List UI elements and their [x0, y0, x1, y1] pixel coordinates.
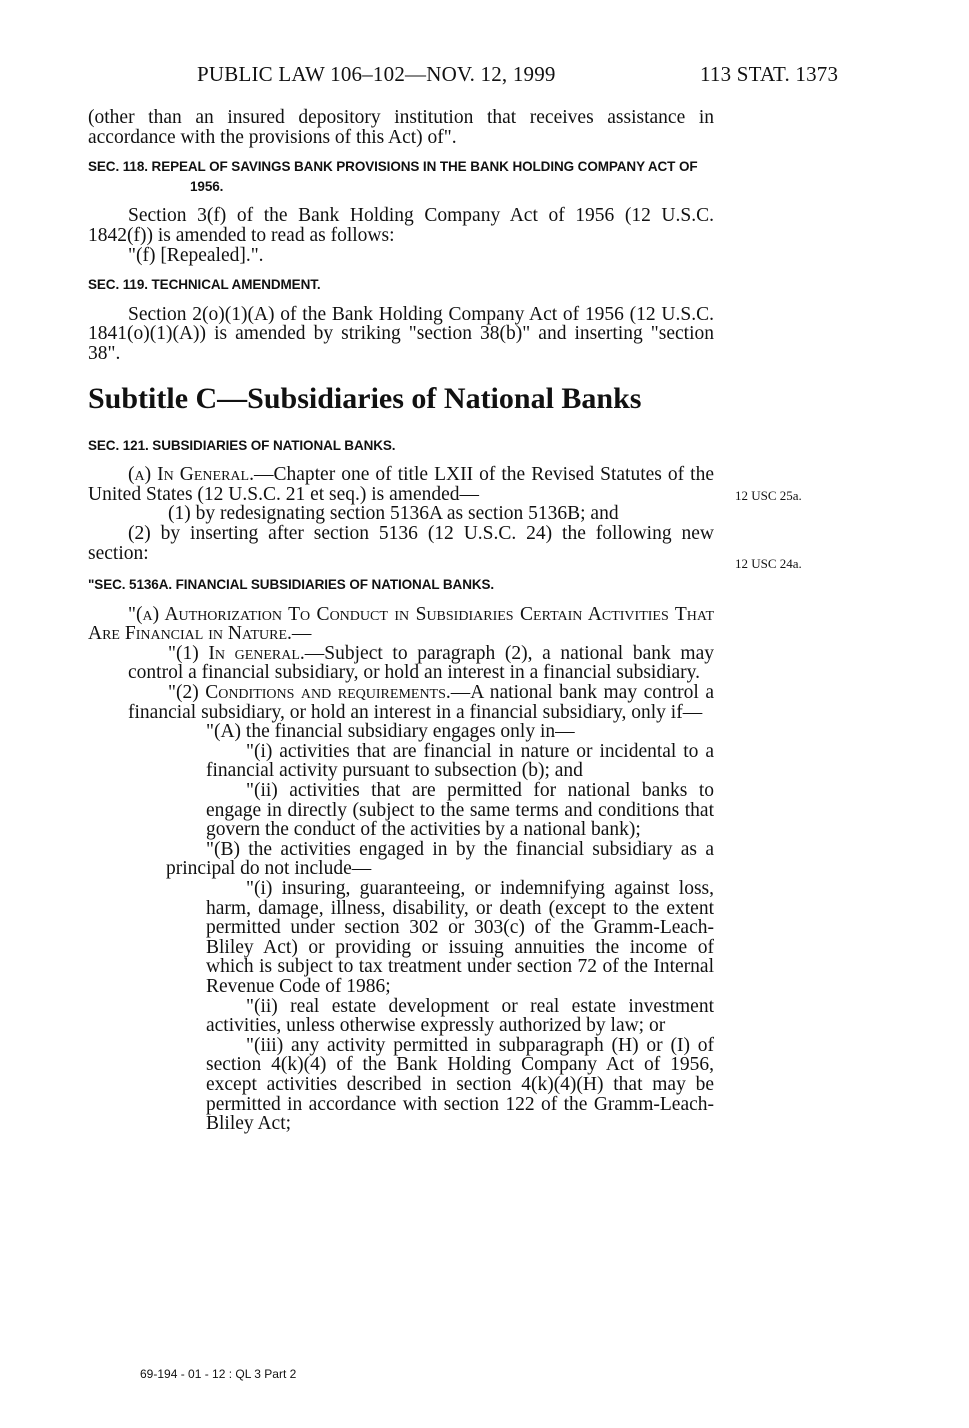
paragraph-2-text: —A national bank may control a financial subsidiary, or hold an interest in a financial subsidiary, only if—	[128, 682, 715, 723]
margin-note-usc-24a: 12 USC 24a.	[735, 556, 802, 571]
clause-B-ii: "(ii) real estate development or real estate investment activities, unless otherwise expressly authorized by law; or	[206, 995, 714, 1037]
paragraph-2	[88, 683, 714, 722]
margin-note-usc-25a: 12 USC 25a.	[735, 488, 802, 503]
clause-B-i: "(i) insuring, guaranteeing, or indemnifying against loss, harm, damage, illness, disability, or death (except to the extent permitted under section 302 or 303(c) of the Gramm-Leach-Bliley Act) or providing or issuing annuities the income of which is subject to tax treatment under section 72 of the Internal Revenue Code of 1986;	[206, 878, 714, 997]
section-121-a-1: (1) by redesignating section 5136A as section 5136B; and	[168, 503, 619, 525]
clause-A-ii: "(ii) activities that are permitted for national banks to engage in directly (subject to the same terms and conditions that govern the conduct of the activities by a national bank);	[206, 780, 714, 841]
section-118-text: Section 3(f) of the Bank Holding Company Act of 1956 (12 U.S.C. 1842(f)) is amended to read as follows:	[88, 205, 714, 246]
section-121-a-label: (a) In General.	[128, 464, 254, 486]
section-119-text: Section 2(o)(1)(A) of the Bank Holding Company Act of 1956 (12 U.S.C. 1841(o)(1)(A)) is amended by striking "section 38(b)" and inserting "section 38".	[88, 303, 714, 364]
section-121-a-text: —Chapter one of title LXII of the Revised Statutes of the United States (12 U.S.C. 21 et seq.) is amended—	[88, 464, 715, 505]
clause-B-iii: "(iii) any activity permitted in subparagraph (H) or (I) of section 4(k)(4) of the Bank Holding Company Act of 1956, except activities described in section 4(k)(4)(H) that may be permitted in accordance with section 122 of the Gramm-Leach-Bliley Act;	[206, 1034, 714, 1135]
section-121-a-2: (2) by inserting after section 5136 (12 U.S.C. 24) the following new section:	[88, 522, 714, 564]
subparagraph-A: "(A) the financial subsidiary engages only in—	[206, 721, 575, 743]
section-118-quote: "(f) [Repealed].".	[128, 244, 264, 266]
paragraph-1-text: —Subject to paragraph (2), a national bank may control a financial subsidiary, or hold an interest in a financial subsidiary.	[128, 642, 714, 684]
running-header-right: 113 STAT. 1373	[700, 62, 839, 86]
continuation-paragraph: (other than an insured depository institution that receives assistance in accordance with the provisions of this Act) of".	[88, 107, 714, 148]
paragraph-1	[88, 644, 714, 683]
section-5136A-heading: "SEC. 5136A. FINANCIAL SUBSIDIARIES OF NATIONAL BANKS.	[88, 577, 495, 593]
subtitle-heading: Subtitle C—Subsidiaries of National Banks	[88, 381, 642, 415]
authorization-heading: "(a) Authorization To Conduct in Subsidiaries Certain Activities That Are Financial in Nature.—	[88, 603, 714, 645]
paragraph-1-label: "(1) In general.	[168, 642, 305, 664]
paragraph-2-label: "(2) Conditions and requirements.	[168, 682, 451, 704]
clause-A-i: "(i) activities that are financial in nature or incidental to a financial activity pursuant to subsection (b); and	[206, 740, 714, 782]
printer-footer: 69-194 - 01 - 12 : QL 3 Part 2	[140, 1367, 297, 1381]
section-119-heading: SEC. 119. TECHNICAL AMENDMENT.	[88, 277, 321, 293]
section-121-heading: SEC. 121. SUBSIDIARIES OF NATIONAL BANKS.	[88, 437, 396, 453]
section-118-heading: SEC. 118. REPEAL OF SAVINGS BANK PROVISIONS IN THE BANK HOLDING COMPANY ACT OF 1956.	[88, 159, 698, 194]
running-header-left: PUBLIC LAW 106–102—NOV. 12, 1999	[197, 62, 556, 86]
section-121-a	[88, 465, 714, 504]
subparagraph-B: "(B) the activities engaged in by the financial subsidiary as a principal do not include—	[166, 838, 714, 880]
body-text	[88, 108, 714, 1134]
